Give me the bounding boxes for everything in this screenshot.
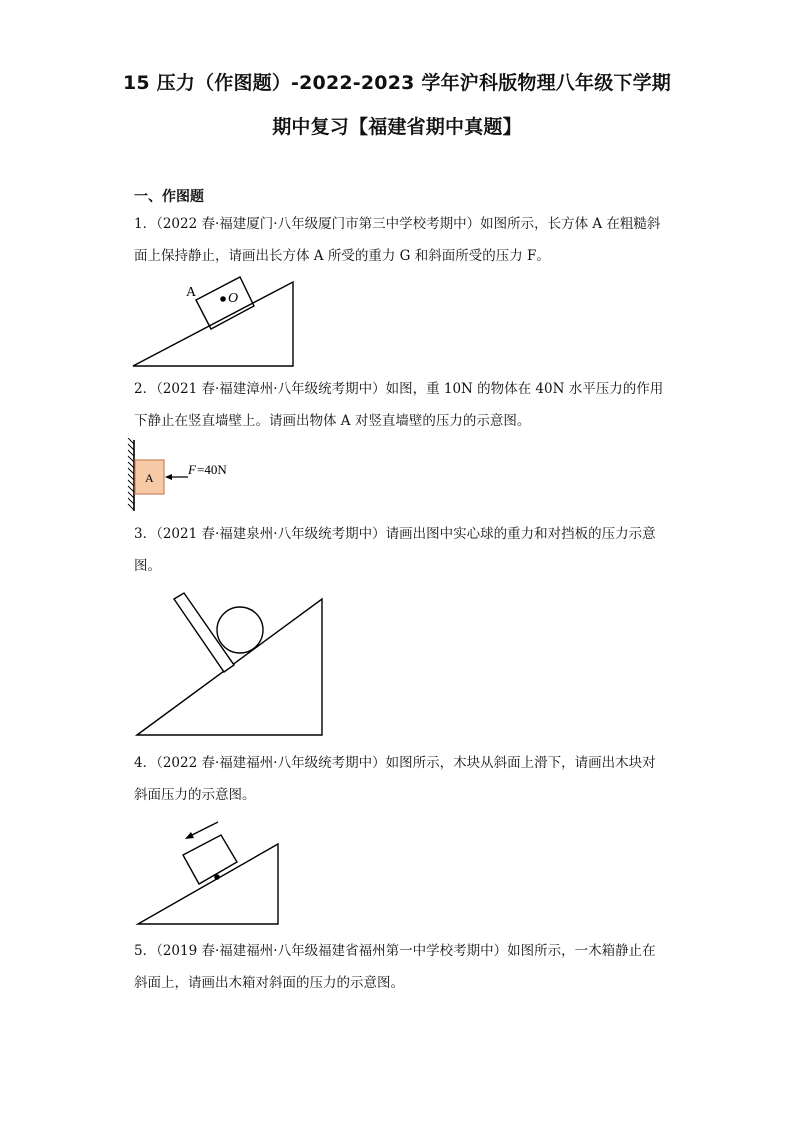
page-title-line-2: 期中复习【福建省期中真题】 — [272, 116, 522, 138]
figure-1-label-o: O — [228, 291, 239, 306]
figure-2-wall-block — [122, 438, 252, 513]
page-title-line-1: 15 压力（作图题）-2022-2023 学年沪科版物理八年级下学期 — [122, 72, 671, 94]
figure-1-incline-block — [130, 276, 300, 371]
question-1-text: 1．（2022 春·福建厦门·八年级厦门市第三中学校考期中）如图所示，长方体 A 在粗糙斜面上保持静止，请画出长方体 A 所受的重力 G 和斜面所受的压力 F。 — [134, 216, 661, 264]
figure-2-label-value: =40N — [197, 462, 227, 477]
question-5-text: 5．（2019 春·福建福州·八年级福建省福州第一中学校考期中）如图所示，一木箱静止在斜面上，请画出木箱对斜面的压力的示意图。 — [134, 943, 656, 991]
figure-2-label-a: A — [145, 471, 154, 485]
figure-1-label-a: A — [186, 285, 197, 300]
section-heading: 一、作图题 — [134, 189, 204, 205]
question-2-text: 2．（2021 春·福建漳州·八年级统考期中）如图，重 10N 的物体在 40N 水平压力的作用下静止在竖直墙壁上。请画出物体 A 对竖直墙壁的压力的示意图。 — [134, 381, 664, 429]
question-3-text: 3．（2021 春·福建泉州·八年级统考期中）请画出图中实心球的重力和对挡板的压力示意图。 — [134, 526, 656, 574]
figure-4-sliding-block — [133, 818, 283, 930]
figure-3-ball-incline — [132, 590, 327, 740]
question-4-text: 4．（2022 春·福建福州·八年级统考期中）如图所示，木块从斜面上滑下，请画出木块对斜面压力的示意图。 — [134, 755, 656, 803]
figure-2-label-f: F — [188, 462, 196, 477]
